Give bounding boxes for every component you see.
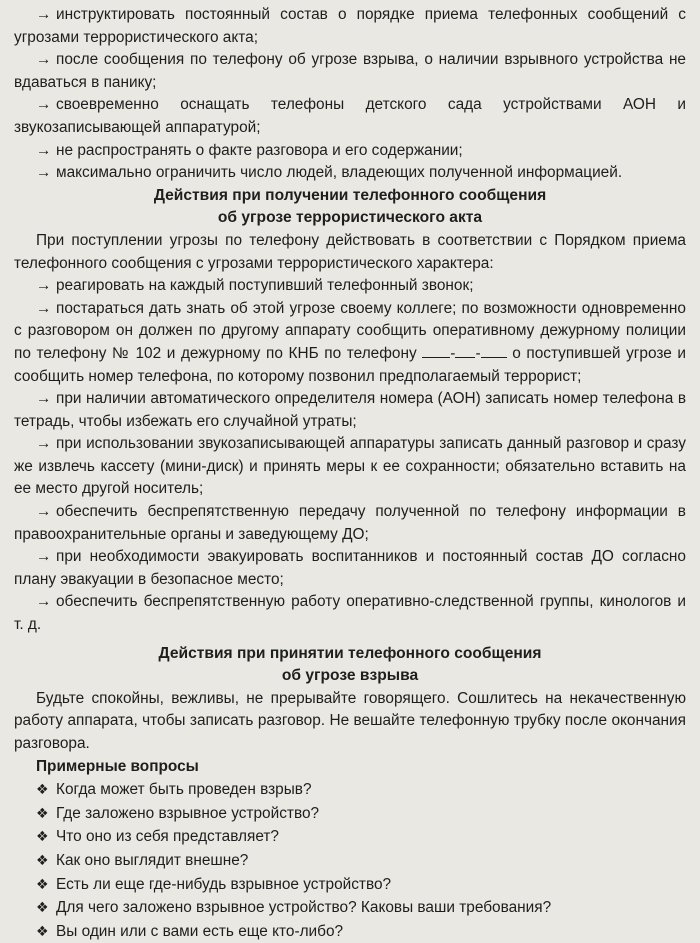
list-item: ❖ Что оно из себя представляет?: [14, 825, 686, 849]
questions-list: [14, 778, 686, 943]
section-1-title: [14, 185, 686, 230]
diamond-bullet-icon: ❖: [36, 828, 49, 845]
intro-bullet: → не распространять о факте разговора и его содержании;: [14, 140, 686, 163]
intro-bullet: → своевременно оснащать телефоны детского сада устройствами АОН и звукозаписывающей аппаратурой;: [14, 96, 686, 136]
arrow-icon: →: [36, 141, 52, 159]
arrow-icon: →: [36, 435, 52, 453]
arrow-icon: →: [36, 96, 52, 114]
list-item: ❖ Для чего заложено взрывное устройство? Каковы ваши требования?: [14, 896, 686, 920]
diamond-bullet-icon: ❖: [36, 851, 49, 868]
phone-dash: -: [475, 344, 481, 362]
list-item: ❖ Есть ли еще где-нибудь взрывное устройство?: [14, 873, 686, 897]
phone-blank: [422, 343, 450, 358]
arrow-icon: →: [36, 277, 52, 295]
list-item: ❖ Как оно выглядит внешне?: [14, 849, 686, 873]
phone-blank: [455, 343, 475, 358]
intro-bullet: → инструктировать постоянный состав о порядке приема телефонных сообщений с угрозами террористического акта;: [14, 6, 686, 46]
diamond-bullet-icon: ❖: [36, 899, 49, 916]
questions-title: Примерные вопросы: [36, 757, 199, 775]
arrow-icon: →: [36, 593, 52, 611]
arrow-icon: →: [36, 548, 52, 566]
section-1-bullet: → постараться дать знать об этой угрозе своему коллеге; по возможности одновременно с разговором он должен по другому аппарату сообщить оперативному дежурному полиции по телефону № 102 и дежурному по КНБ по телефону - - о поступившей угрозе и сообщить номер телефона, по которому позвонил предполагаемый террорист;: [14, 299, 687, 385]
diamond-bullet-icon: ❖: [36, 875, 49, 892]
diamond-bullet-icon: ❖: [36, 781, 49, 798]
section-1-bullet: → реагировать на каждый поступивший телефонный звонок;: [14, 275, 686, 298]
arrow-icon: →: [36, 164, 52, 182]
arrow-icon: →: [36, 390, 52, 408]
intro-bullet: → максимально ограничить число людей, владеющих полученной информацией.: [14, 162, 686, 185]
section-1-lead: При поступлении угрозы по телефону действовать в соответствии с Порядком приема телефонного сообщения с угрозами террористического характера:: [14, 231, 686, 272]
section-2-lead: Будьте спокойны, вежливы, не прерывайте говорящего. Сошлитесь на некачественную работу аппарата, чтобы записать разговор. Не вешайте телефонную трубку после окончания разговора.: [14, 689, 686, 752]
section-2-title-line1: Действия при принятии телефонного сообщения: [158, 644, 542, 662]
arrow-icon: →: [36, 299, 52, 317]
diamond-bullet-icon: ❖: [36, 804, 49, 821]
arrow-icon: →: [36, 51, 52, 69]
arrow-icon: →: [36, 503, 52, 521]
section-1-bullet: → при использовании звукозаписывающей аппаратуры записать данный разговор и сразу же извлечь кассету (мини-диск) и принять меры к ее сохранности; обязательно вставить на ее место другой носитель;: [14, 435, 686, 498]
section-1-bullet: → при наличии автоматического определителя номера (АОН) записать номер телефона в тетрадь, чтобы избежать его случайной утраты;: [14, 390, 686, 430]
phone-blank: [481, 343, 507, 358]
list-item: ❖ Где заложено взрывное устройство?: [14, 802, 686, 826]
section-1-bullet: → обеспечить беспрепятственную передачу полученной по телефону информации в правоохранительные органы и заведующему ДО;: [14, 503, 686, 543]
diamond-bullet-icon: ❖: [36, 922, 49, 939]
section-2-title-line2: об угрозе взрыва: [281, 667, 419, 685]
section-1-bullet: → при необходимости эвакуировать воспитанников и постоянный состав ДО согласно плану эвакуации в безопасное место;: [14, 548, 686, 588]
phone-dash: -: [450, 344, 456, 362]
section-1-bullet: → обеспечить беспрепятственную работу оперативно-следственной группы, кинологов и т. д.: [14, 593, 686, 634]
section-1-title-line1: Действия при получении телефонного сообщения: [153, 186, 547, 204]
list-item: ❖ Вы один или с вами есть еще кто-либо?: [14, 920, 686, 943]
section-2-title: [14, 643, 686, 688]
arrow-icon: →: [36, 6, 52, 23]
section-1-title-line2: об угрозе террористического акта: [217, 209, 483, 227]
list-item: ❖ Когда может быть проведен взрыв?: [14, 778, 686, 802]
intro-bullet: → после сообщения по телефону об угрозе взрыва, о наличии взрывного устройства не вдаваться в панику;: [14, 51, 686, 91]
